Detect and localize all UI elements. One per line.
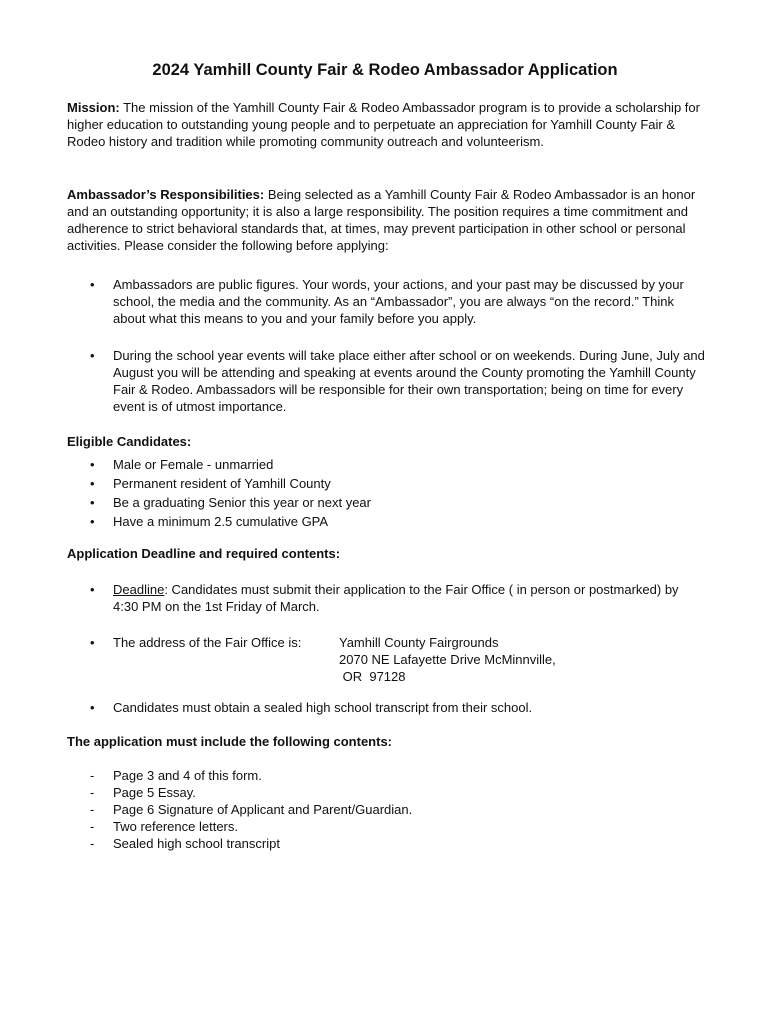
- responsibilities-text: Being selected as a Yamhill County Fair & Rodeo Ambassador is an honor and an outstanding opportunity; it is also a large responsibility. The position requires a time commitment and adherence to strict behavioral standards that, at times, may prevent participation in other school or personal activities. Please consider the following before applying:: [67, 187, 696, 253]
- list-item: - Two reference letters.: [67, 818, 707, 835]
- deadline-label: Deadline: [113, 582, 165, 597]
- contents-heading: The application must include the following contents:: [67, 734, 393, 749]
- list-item: - Sealed high school transcript: [67, 835, 707, 852]
- list-item: • Candidates must obtain a sealed high school transcript from their school.: [67, 699, 707, 716]
- contents-list: [67, 767, 707, 852]
- list-item: - Page 5 Essay.: [67, 784, 707, 801]
- page-title: 2024 Yamhill County Fair & Rodeo Ambassador Application: [152, 61, 618, 79]
- list-item: • Be a graduating Senior this year or next year: [67, 493, 707, 512]
- address-block: [339, 634, 556, 685]
- responsibilities-list: [67, 276, 707, 327]
- responsibilities-list-2: [67, 347, 707, 415]
- list-item: • During the school year events will take place either after school or on weekends. During June, July and August you will be attending and speaking at events around the County promoting the Yamhill County Fair & Rodeo. Ambassadors will be responsible for their own transportation; being on time for every event is of utmost importance.: [67, 347, 707, 415]
- list-item: • Male or Female - unmarried: [67, 455, 707, 474]
- deadline-heading: Application Deadline and required contents:: [67, 546, 341, 561]
- list-item: - Page 6 Signature of Applicant and Parent/Guardian.: [67, 801, 707, 818]
- address-line: OR 97128: [339, 669, 406, 684]
- address-line: 2070 NE Lafayette Drive McMinnville,: [339, 652, 556, 667]
- eligible-list: [67, 455, 707, 531]
- transcript-list: [67, 699, 707, 716]
- mission-text: The mission of the Yamhill County Fair & Rodeo Ambassador program is to provide a scholarship for higher education to outstanding young people and to perpetuate an appreciation for Yamhill County Fair & Rodeo history and tradition while promoting community outreach and volunteerism.: [67, 100, 700, 149]
- responsibilities-label: Ambassador’s Responsibilities:: [67, 187, 265, 202]
- deadline-list: [67, 581, 707, 615]
- deadline-text: : Candidates must submit their application to the Fair Office ( in person or postmarked) by 4:30 PM on the 1st Friday of March.: [113, 582, 679, 614]
- responsibilities-paragraph: [67, 186, 707, 254]
- mission-label: Mission:: [67, 100, 120, 115]
- list-item: • Have a minimum 2.5 cumulative GPA: [67, 512, 707, 531]
- deadline-item: [67, 581, 707, 615]
- list-item: - Page 3 and 4 of this form.: [67, 767, 707, 784]
- address-line: Yamhill County Fairgrounds: [339, 635, 499, 650]
- list-item: • Ambassadors are public figures. Your words, your actions, and your past may be discussed by your school, the media and the community. As an “Ambassador”, you are always “on the record.” Think about what this means to you and your family before you apply.: [67, 276, 707, 327]
- list-item: • Permanent resident of Yamhill County: [67, 474, 707, 493]
- mission-paragraph: [67, 99, 707, 150]
- bullet-icon: •: [90, 635, 95, 650]
- address-label: The address of the Fair Office is:: [113, 635, 302, 650]
- eligible-heading: Eligible Candidates:: [67, 434, 192, 449]
